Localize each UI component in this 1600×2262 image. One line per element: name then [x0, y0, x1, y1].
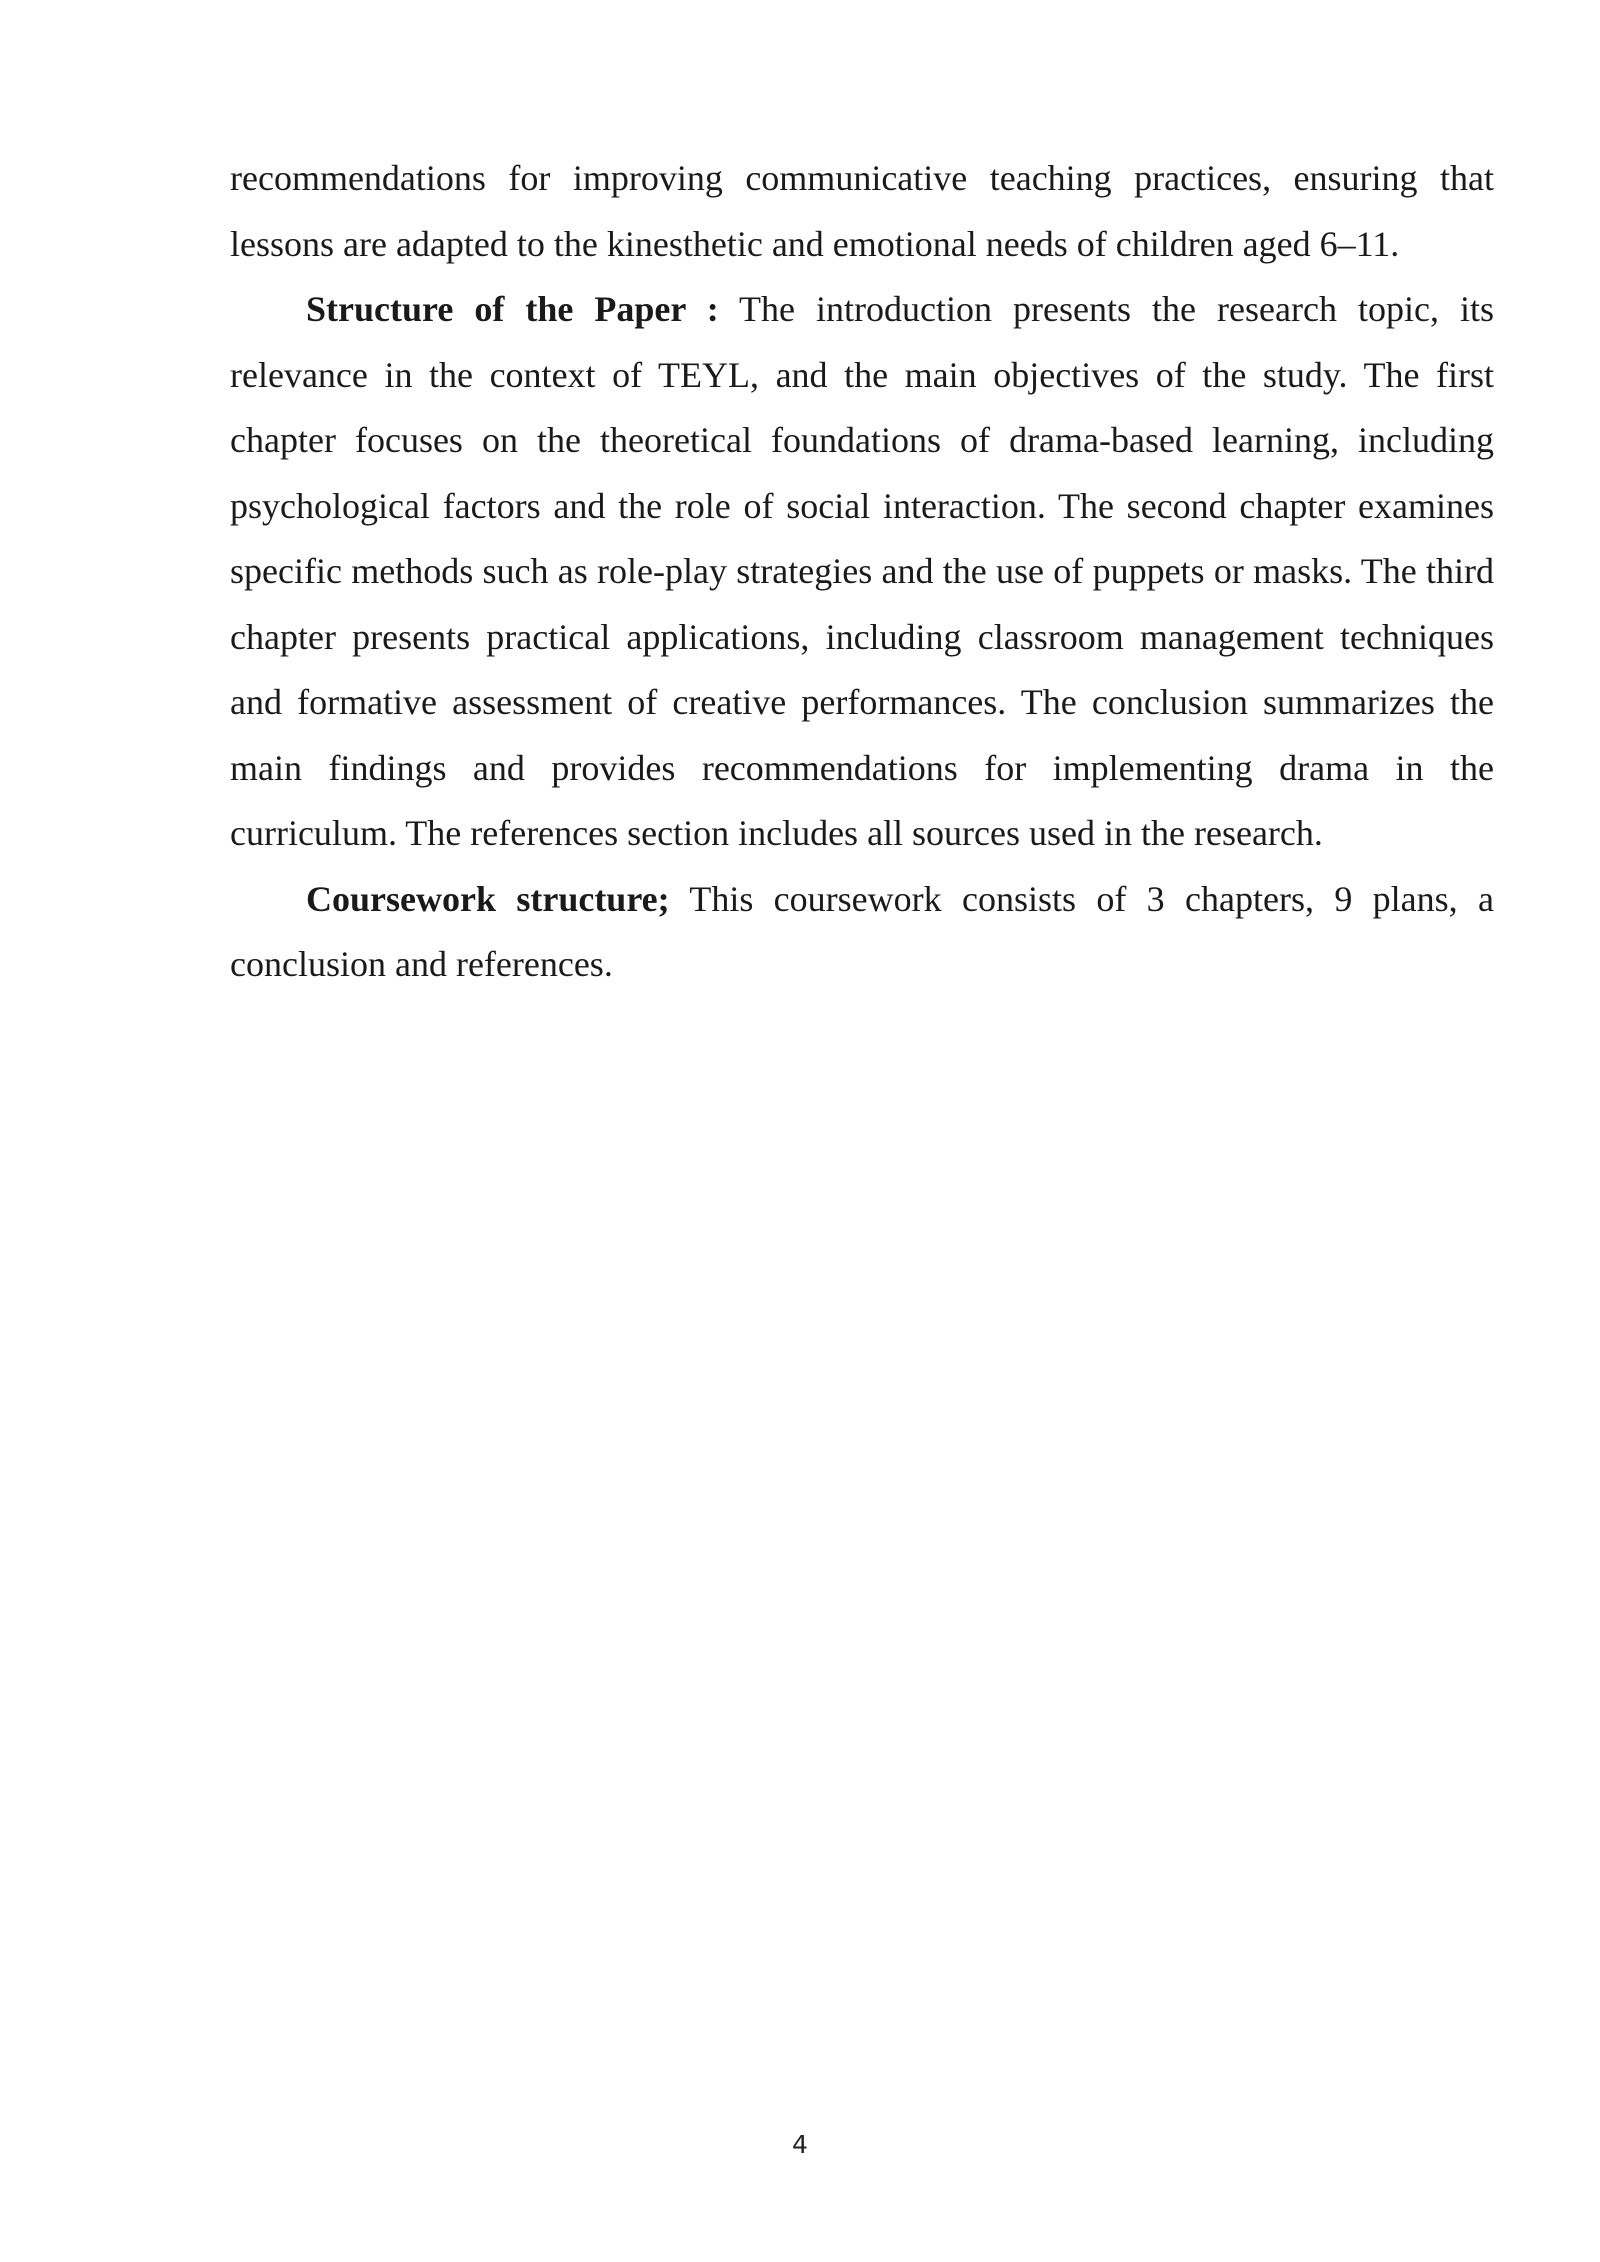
- paragraph-lead-heading: Coursework structure;: [306, 878, 670, 919]
- paragraph-coursework-structure: [230, 867, 1494, 998]
- body-text: [230, 146, 1494, 998]
- paragraph-text: This coursework consists of 3 chapters, 9 plans, a conclusion and references.: [230, 878, 1495, 984]
- page-number: 4: [792, 2130, 808, 2159]
- paragraph-continuation: [230, 146, 1494, 277]
- paragraph-text: recommendations for improving communicative teaching practices, ensuring that lessons are adapted to the kinesthetic and emotional needs of children aged 6–11.: [230, 158, 1494, 264]
- paragraph-structure-of-paper: [230, 277, 1494, 867]
- paragraph-lead-heading: Structure of the Paper :: [306, 289, 719, 329]
- paragraph-text: The introduction presents the research topic, its relevance in the context of TEYL, and the main objectives of the study. The first chapter focuses on the theoretical foundations of drama-based learning, including psychological factors and the role of social interaction. The second chapter examines specific methods such as role-play strategies and the use of puppets or masks. The third chapter presents practical applications, including classroom management techniques and formative assessment of creative performances. The conclusion summarizes the main findings and provides recommendations for implementing drama in the curriculum. The references section includes all sources used in the research.: [230, 289, 1494, 853]
